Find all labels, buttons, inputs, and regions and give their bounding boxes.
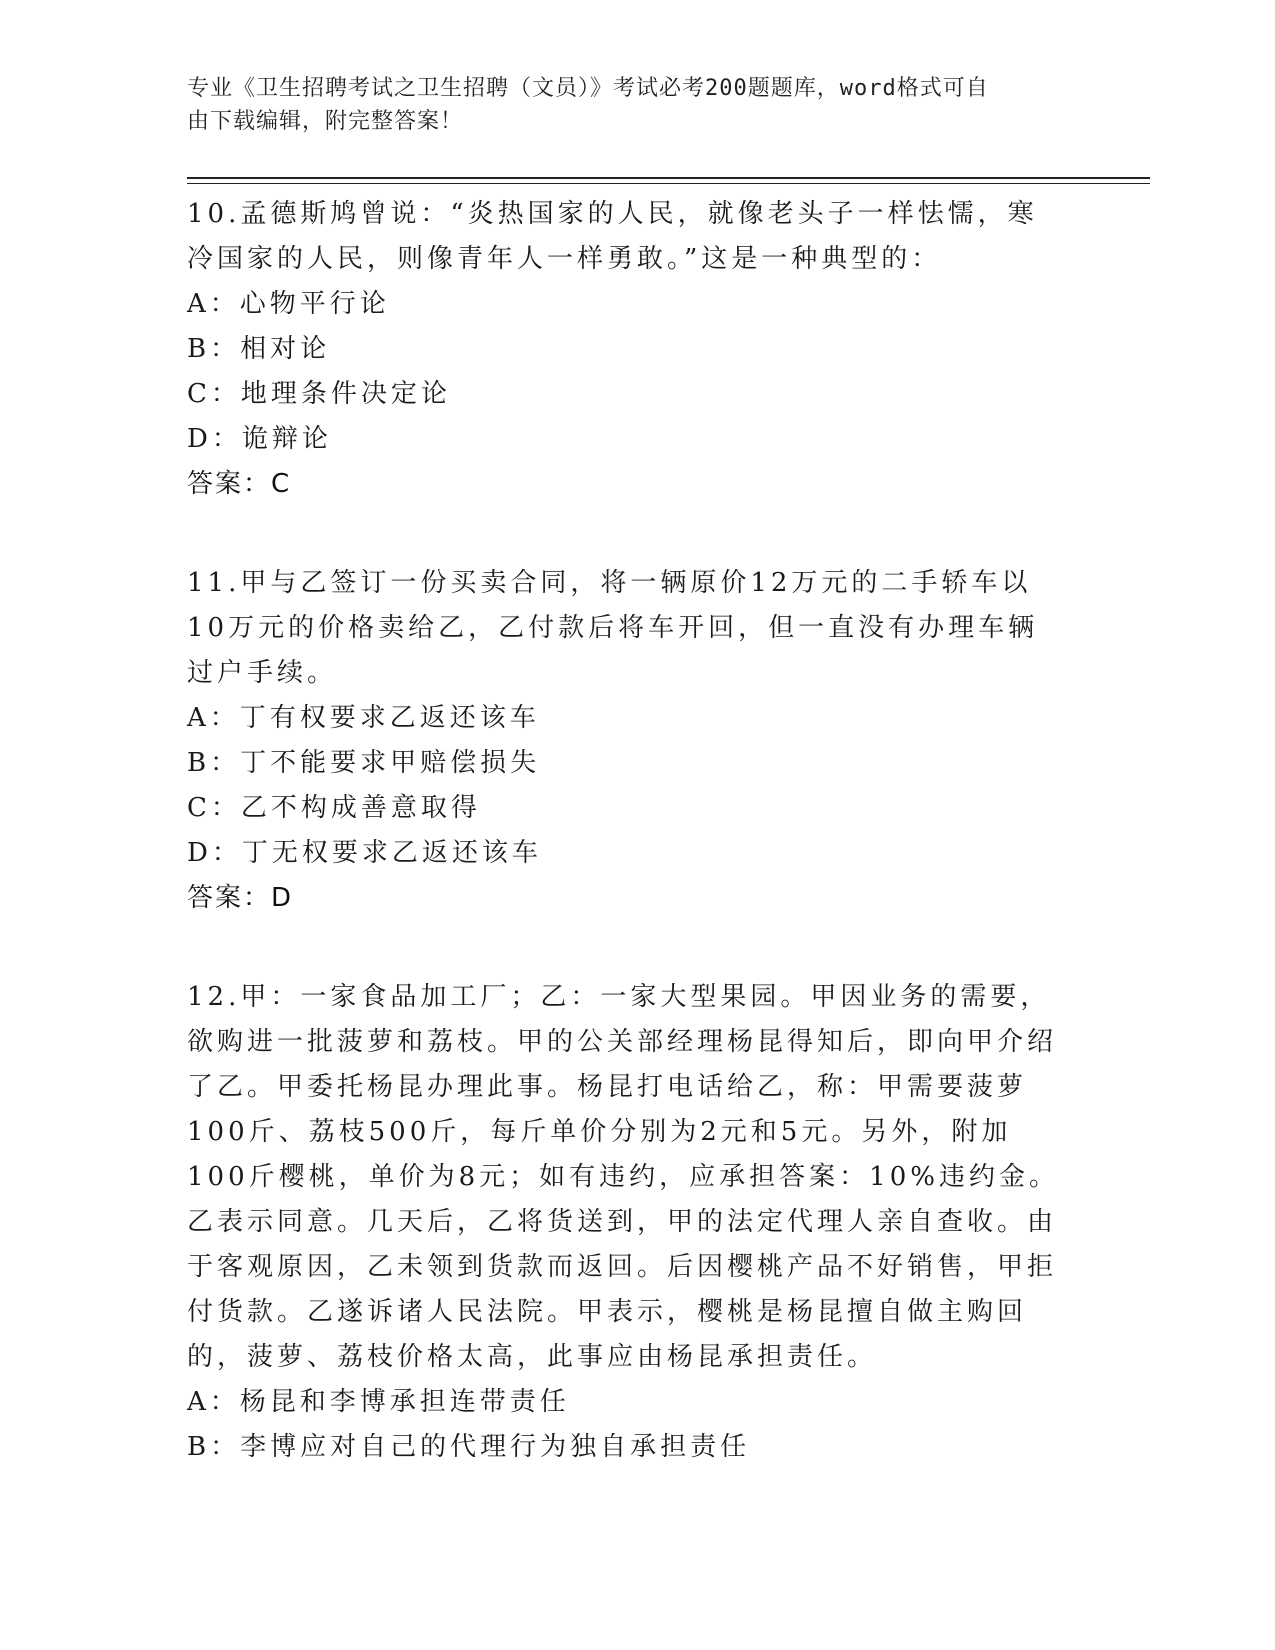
question-text: 11.甲与乙签订一份买卖合同，将一辆原价12万元的二手轿车以10万元的价格卖给乙，乙付款后将车开回，但一直没有办理车辆过户手续。 [187, 568, 1039, 688]
question-list [187, 192, 1067, 1524]
option-b: B：李博应对自己的代理行为独自承担责任 [187, 1432, 751, 1462]
option-b: B：相对论 [187, 334, 331, 364]
question-text: 10.孟德斯鸠曾说：“炎热国家的人民，就像老头子一样怯懦，寒冷国家的人民，则像青年人一样勇敢。”这是一种典型的： [187, 199, 1038, 274]
header-rule-thin [187, 183, 1150, 184]
header-line-1: 专业《卫生招聘考试之卫生招聘（文员）》考试必考200题题库，word格式可自 [187, 76, 989, 101]
option-a: A：心物平行论 [187, 289, 390, 319]
question-12 [187, 975, 1067, 1470]
option-c: C：乙不构成善意取得 [187, 793, 481, 823]
question-text: 12.甲：一家食品加工厂；乙：一家大型果园。甲因业务的需要，欲购进一批菠萝和荔枝。甲的公关部经理杨昆得知后，即向甲介绍了乙。甲委托杨昆办理此事。杨昆打电话给乙，称：甲需要菠萝100斤、荔枝500斤，每斤单价分别为2元和5元。另外，附加100斤樱桃，单价为8元；如有违约，应承担答案：10%违约金。乙表示同意。几天后，乙将货送到，甲的法定代理人亲自查收。由于客观原因，乙未领到货款而返回。后因樱桃产品不好销售，甲拒付货款。乙遂诉诸人民法院。甲表示，樱桃是杨昆擅自做主购回的，菠萝、荔枝价格太高，此事应由杨昆承担责任。 [187, 982, 1059, 1372]
header-line-2: 由下载编辑，附完整答案！ [187, 109, 464, 134]
option-a: A：杨昆和李博承担连带责任 [187, 1387, 570, 1417]
option-b: B：丁不能要求甲赔偿损失 [187, 748, 541, 778]
header-rule-thick [187, 177, 1150, 179]
option-a: A：丁有权要求乙返还该车 [187, 703, 540, 733]
question-10 [187, 192, 1067, 507]
option-d: D：丁无权要求乙返还该车 [187, 838, 542, 868]
document-header [187, 72, 1067, 138]
option-c: C：地理条件决定论 [187, 379, 451, 409]
answer: 答案：C [187, 469, 292, 499]
question-11 [187, 561, 1067, 921]
option-d: D：诡辩论 [187, 424, 332, 454]
answer: 答案：D [187, 883, 294, 913]
